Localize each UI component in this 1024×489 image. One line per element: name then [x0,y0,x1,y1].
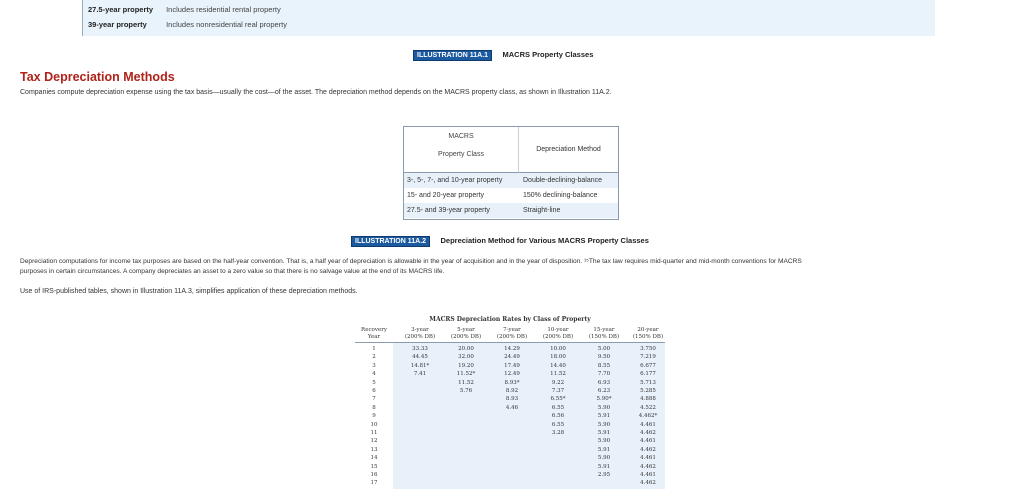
rate-cell: 18.00 [550,354,566,361]
rate-cell: 7.219 [640,354,656,361]
rate-cell: 14.40 [550,362,566,369]
header-rule [355,342,665,343]
rate-cell: 6.55* [550,396,566,403]
rate-cell: 33.33 [412,346,428,352]
method-row [404,173,618,188]
column-name: 7-year [503,327,521,333]
property-label: 39-year property [88,20,147,29]
section-title: Tax Depreciation Methods [20,70,175,84]
rate-cell: 4.462* [638,413,658,420]
recovery-year: 16 [370,472,378,478]
rate-cell: 4.462 [640,430,656,436]
rate-cell: 6.55 [551,404,565,411]
rate-cell: 2.95 [597,472,611,478]
rate-cell: 20.00 [458,346,474,352]
rate-cell: 5.76 [459,388,473,394]
irs-tables-paragraph: Use of IRS-published tables, shown in Illustration 11A.3, simplifies application of these depreciation methods. [20,288,358,295]
half-year-line-1: Depreciation computations for income tax purposes are based on the half-year convention. That is, a half year of depreciation is allowable in the year of acquisition and in the year of disposition. ¹⁵The tax law requires mid-quarter and mid-month conventions for MACRS [20,258,802,265]
rate-cell: 5.00 [597,346,611,352]
rate-cell: 9.22 [551,379,565,386]
half-year-line-2: purposes in certain circumstances. A company depreciates an asset to a zero value so that there is no salvage value at the end of its MACRS life. [20,268,445,275]
recovery-year: 7 [372,396,376,403]
recovery-year: 15 [370,463,378,470]
rate-cell: 5.91 [597,430,611,436]
rate-cell: 5.90 [597,438,611,445]
column-name: 3-year [411,327,429,333]
method-cell: Straight-line [523,207,561,214]
recovery-year: 1 [372,346,376,352]
rate-cell: 4.462 [640,463,656,470]
method-row [404,188,618,203]
rate-cell: 11.52* [456,371,476,378]
column-method: (200% DB) [404,334,436,340]
illustration-11a1-caption [413,44,593,62]
recovery-year: 11 [370,430,378,436]
rate-cell: 5.285 [640,388,656,394]
rate-cell: 5.90 [597,421,611,428]
rate-cell: 4.888 [640,396,656,403]
property-description: Includes nonresidential real property [166,20,287,29]
property-row-27-5 [88,5,281,14]
rate-cell: 5.91 [597,413,611,420]
rate-cell: 32.00 [458,354,474,361]
rate-cell: 14.81* [410,362,430,369]
property-row-39 [88,20,287,29]
rate-cell: 4.462 [640,446,656,453]
recovery-year: 9 [372,413,376,420]
recovery-year: 3 [372,362,376,369]
recovery-year: 17 [370,480,378,487]
rate-cell: 24.49 [504,354,520,361]
rate-cell: 11.52 [458,379,474,386]
rate-cell: 11.52 [550,371,566,378]
column-method: (200% DB) [542,334,574,340]
property-class-cell: 27.5- and 39-year property [407,207,490,214]
rate-cell: 8.93 [505,396,519,403]
column-header-3-year [403,327,437,341]
column-method: (200% DB) [450,334,482,340]
rate-cell: 6.177 [640,371,656,378]
rate-cell: 5.713 [640,379,656,386]
column-method: (200% DB) [496,334,528,340]
rate-cell: 8.93* [504,379,520,386]
illustration-tag[interactable]: ILLUSTRATION 11A.1 [413,50,492,61]
header-property-class: Property Class [438,151,484,158]
rate-cell: 6.677 [640,362,656,369]
rate-cell: 4.462 [640,480,656,487]
rate-cell: 12.49 [504,371,520,378]
recovery-year: 14 [370,455,378,462]
property-description: Includes residential rental property [166,5,281,14]
property-class-cell: 15- and 20-year property [407,192,485,199]
column-header-20-year [631,327,665,341]
rate-cell: 17.49 [504,362,520,369]
column-header-15-year [587,327,621,341]
rate-cell: 4.461 [640,421,656,428]
rate-cell: 9.50 [597,354,611,361]
recovery-year: 6 [372,388,376,394]
recovery-year: 4 [372,371,376,378]
depreciation-method-header: Depreciation Method [519,127,618,173]
rate-cell: 6.56 [551,413,565,420]
recovery-year: 2 [372,354,376,361]
property-class-header [404,127,519,173]
column-method: (150% DB) [588,334,620,340]
property-label: 27.5-year property [88,5,154,14]
method-row [404,203,618,218]
rate-cell: 44.45 [412,354,428,361]
rate-cell: 7.41 [413,371,427,378]
rate-cell: 14.29 [504,346,520,352]
macrs-table-title: MACRS Depreciation Rates by Class of Property [429,316,591,323]
recovery-year: 8 [372,404,376,411]
property-class-cell: 3-, 5-, 7-, and 10-year property [407,177,503,184]
rate-cell: 10.00 [550,346,566,352]
rate-cell: 4.46 [505,404,519,411]
macrs-rates-table [355,316,665,489]
header-recovery: Recovery [361,327,387,333]
rate-cell: 5.90 [597,455,611,462]
rate-cell: 8.55 [597,362,611,369]
recovery-year: 10 [370,421,378,428]
depreciation-method-table [403,126,619,220]
column-name: 5-year [457,327,475,333]
method-cell: 150% declining-balance [523,192,598,199]
rate-cell: 5.91 [597,446,611,453]
rate-cell: 7.37 [551,388,565,394]
header-year: Year [367,334,381,340]
column-name: 20-year [637,327,659,333]
rate-cell: 5.91 [597,463,611,470]
rate-cell: 6.93 [597,379,611,386]
rate-cell: 4.461 [640,455,656,462]
illustration-caption-text: MACRS Property Classes [502,50,594,59]
method-cell: Double-declining-balance [523,177,602,184]
rate-cell: 5.90* [596,396,612,403]
column-header-5-year [449,327,483,341]
rate-cell: 8.92 [505,388,519,394]
rate-cell: 6.55 [551,421,565,428]
recovery-year: 5 [372,379,376,386]
intro-paragraph: Companies compute depreciation expense using the tax basis—usually the cost—of the asset. The depreciation method depends on the MACRS property class, as shown in Illustration 11A.2. [20,89,612,96]
recovery-year: 13 [370,446,378,453]
illustration-11a2-caption [351,230,649,248]
header-macrs: MACRS [448,133,474,140]
rate-cell: 5.90 [597,404,611,411]
rate-cell: 4.522 [640,404,656,411]
column-method: (150% DB) [632,334,664,340]
column-header-10-year [541,327,575,341]
recovery-year: 12 [370,438,378,445]
property-class-strip [82,0,935,36]
rate-cell: 6.23 [597,388,611,394]
column-name: 15-year [593,327,615,333]
column-name: 10-year [547,327,569,333]
illustration-tag[interactable]: ILLUSTRATION 11A.2 [351,236,430,247]
rate-cell: 19.20 [458,362,474,369]
rate-cell: 4.461 [640,472,656,478]
rate-cell: 3.750 [640,346,656,352]
rate-cell: 3.28 [551,430,565,436]
illustration-caption-text: Depreciation Method for Various MACRS Property Classes [440,236,649,245]
column-header-7-year [495,327,529,341]
rate-cell: 7.70 [597,371,611,378]
recovery-year-header [355,327,393,341]
rate-cell: 4.461 [640,438,656,445]
